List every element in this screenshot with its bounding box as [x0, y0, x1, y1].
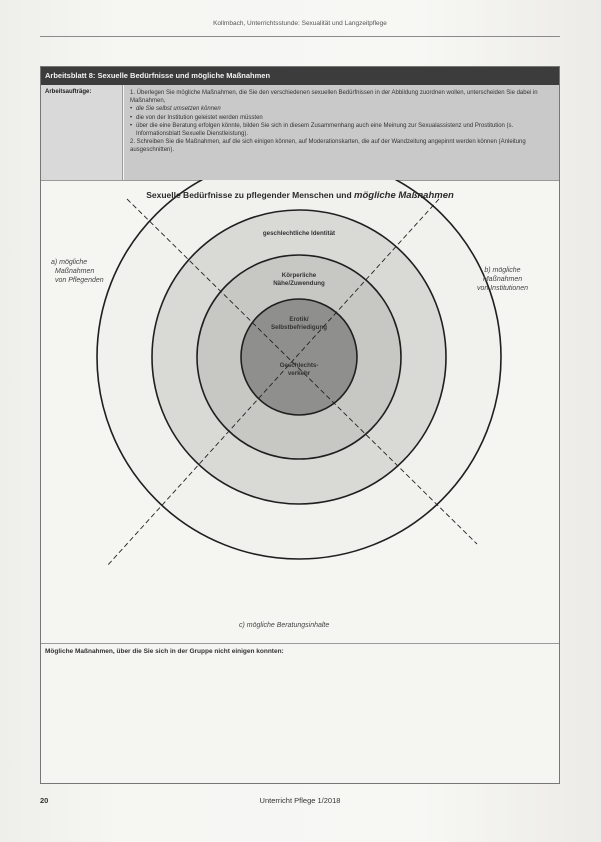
- header-rule: [40, 36, 560, 37]
- disagreement-section: [41, 643, 559, 784]
- quadrant-c-label: c) mögliche Beratungsinhalte: [239, 622, 330, 629]
- quadrant-b-label: [477, 266, 528, 293]
- ring-3-line-1: Erotik/: [289, 316, 309, 323]
- ring-4-line-2: verkehr: [287, 370, 311, 377]
- page-footer: [40, 796, 560, 810]
- diagram-title: [41, 190, 559, 201]
- ring-2-line-2: Nähe/Zuwendung: [273, 280, 325, 287]
- task-2: 2. Schreiben Sie die Maßnahmen, auf die sich einigen können, auf Moderationskarten, die auf der Wandzeitung angepinnt werden können (Anleitung ausgeschnitten).: [130, 139, 526, 154]
- tasks-label: Arbeitsaufträge:: [41, 85, 123, 180]
- quadrant-b-line-2: Maßnahmen: [482, 276, 523, 283]
- diagram-title-emphasis: mögliche Maßnahmen: [354, 190, 454, 201]
- needs-diagram: [41, 180, 559, 643]
- ring-3-label: [239, 316, 359, 332]
- quadrant-a-line-3: von Pflegenden: [55, 277, 104, 284]
- task-bullet-self: • die Sie selbst umsetzen können: [130, 105, 553, 113]
- running-header: Kollmbach, Unterrichtsstunde: Sexualität und Langzeitpflege: [213, 20, 387, 27]
- tasks-section: [41, 85, 559, 181]
- page-number: 20: [40, 796, 49, 805]
- ring-2-line-1: Körperliche: [281, 272, 317, 279]
- ring-4-label: [259, 362, 339, 378]
- ring-1-label: geschlechtliche Identität: [262, 230, 336, 237]
- quadrant-b-line-3: von Institutionen: [477, 285, 528, 292]
- quadrant-a-line-2: Maßnahmen: [55, 268, 95, 275]
- ring-2-label: [239, 272, 359, 288]
- task-1: 1. Überlegen Sie mögliche Maßnahmen, die Sie den verschiedenen sexuellen Bedürfnissen in der Abbildung zuordnen wollen, unterscheiden Sie dabei in Maßnahmen,: [130, 90, 538, 105]
- task-bullet-institution: • die von der Institution geleistet werden müssten: [130, 114, 553, 122]
- quadrant-a-line-1: a) mögliche: [51, 259, 88, 266]
- disagreement-label: Mögliche Maßnahmen, über die Sie sich in der Gruppe nicht einigen konnten:: [45, 648, 284, 655]
- ring-3-line-2: Selbstbefriedigung: [270, 324, 328, 331]
- task-bullet-counseling: • über die eine Beratung erfolgen könnte, bilden Sie sich in diesem Zusammenhang auch eine Meinung zur Sexualassistenz und Prostitution (s. Informationsblatt Sexuelle Dienstleistung).: [130, 122, 553, 138]
- worksheet-title: Arbeitsblatt 8: Sexuelle Bedürfnisse und mögliche Maßnahmen: [41, 67, 559, 85]
- magazine-issue: Unterricht Pflege 1/2018: [259, 796, 341, 805]
- quadrant-a-label: [51, 258, 104, 285]
- tasks-body: [124, 85, 559, 180]
- ring-4-line-1: Geschlechts-: [279, 362, 319, 369]
- worksheet-frame: [40, 66, 560, 784]
- diagram-title-main: Sexuelle Bedürfnisse zu pflegender Menschen und: [146, 190, 355, 200]
- circles-svg: [41, 180, 559, 643]
- quadrant-b-line-1: b) mögliche: [484, 267, 521, 274]
